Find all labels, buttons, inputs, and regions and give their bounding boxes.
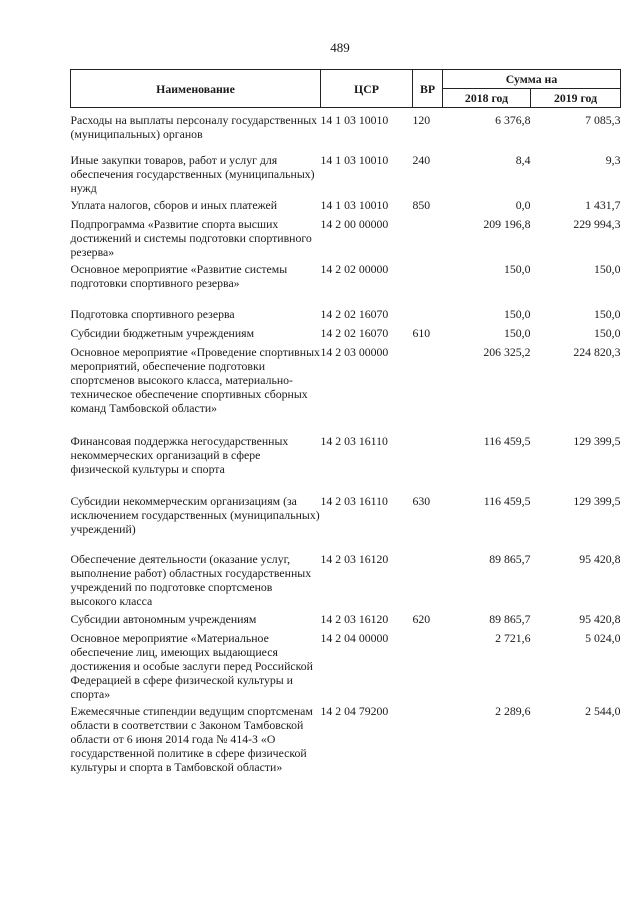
row-amount-2018: 6 376,8: [495, 113, 531, 127]
row-amount-2019: 150,0: [593, 325, 621, 340]
row-amount-2019: 2 544,0: [585, 703, 621, 718]
row-amount-2018: 206 325,2: [483, 344, 531, 359]
row-amount-2019: 5 024,0: [585, 630, 621, 645]
row-csr: 14 2 00 00000: [320, 216, 389, 231]
table-row: [71, 552, 621, 612]
row-vr: [413, 434, 443, 494]
row-vr: [413, 345, 443, 434]
table-row: [71, 631, 621, 704]
row-vr: [413, 552, 443, 612]
table-row: [71, 494, 621, 552]
row-vr: [413, 217, 443, 262]
row-name: Обеспечение деятельности (оказание услуг, выполнение работ) областных государственных учреждений по подготовке спортсменов высокого класса: [70, 551, 312, 608]
row-vr: 240: [412, 152, 431, 167]
row-name: Финансовая поддержка негосударственных некоммерческих организаций в сфере физической культуры и спорта: [70, 433, 289, 476]
table-row: [71, 434, 621, 494]
table-row: [71, 217, 621, 262]
row-amount-2019: 7 085,3: [585, 113, 621, 127]
row-name: Подготовка спортивного резерва: [70, 306, 235, 321]
row-vr: 630: [412, 493, 431, 508]
table-row: [71, 262, 621, 307]
row-amount-2018: 2 721,6: [495, 630, 531, 645]
row-amount-2018: 89 865,7: [489, 551, 531, 566]
table-body: [71, 108, 621, 793]
row-amount-2019: 224 820,3: [573, 344, 621, 359]
row-csr: 14 2 02 16070: [320, 306, 389, 321]
row-vr: 620: [412, 611, 431, 626]
row-csr: 14 2 04 79200: [320, 703, 389, 718]
row-csr: 14 1 03 10010: [320, 152, 389, 167]
row-csr: 14 2 04 00000: [320, 630, 389, 645]
row-csr: 14 2 03 16120: [320, 551, 389, 566]
header-name: Наименование: [71, 70, 321, 108]
row-name: Основное мероприятие «Развитие системы подготовки спортивного резерва»: [70, 261, 288, 290]
row-vr: 850: [412, 197, 431, 212]
row-amount-2019: 150,0: [593, 306, 621, 321]
row-name: Иные закупки товаров, работ и услуг для обеспечения государственных (муниципальных) нужд: [70, 152, 315, 195]
row-amount-2019: 150,0: [593, 261, 621, 276]
row-amount-2019: 129 399,5: [573, 493, 621, 508]
row-vr: [413, 307, 443, 326]
row-amount-2018: 116 459,5: [483, 433, 531, 448]
row-name: Расходы на выплаты персоналу государственных (муниципальных) органов: [70, 113, 318, 141]
row-name: Подпрограмма «Развитие спорта высших достижений и системы подготовки спортивного резерва»: [70, 216, 312, 259]
table-row: [71, 198, 621, 217]
row-name: Субсидии бюджетным учреждениям: [70, 325, 255, 340]
row-csr: 14 2 03 16120: [320, 611, 389, 626]
row-amount-2018: 209 196,8: [483, 216, 531, 231]
table-row: [71, 345, 621, 434]
row-amount-2018: 8,4: [515, 152, 531, 167]
header-year-2018: 2018 год: [443, 89, 531, 108]
row-name: Субсидии некоммерческим организациям (за исключением государственных (муниципальных) учреждений): [70, 493, 320, 536]
header-vr: ВР: [413, 70, 443, 108]
row-csr: 14 2 02 00000: [320, 261, 389, 276]
row-amount-2018: 150,0: [503, 325, 531, 340]
table-row: [71, 307, 621, 326]
row-vr: [413, 704, 443, 793]
header-csr: ЦСР: [321, 70, 413, 108]
row-amount-2019: 95 420,8: [579, 551, 621, 566]
header-year-2019: 2019 год: [531, 89, 621, 108]
row-csr: 14 2 02 16070: [320, 325, 389, 340]
row-amount-2018: 150,0: [503, 306, 531, 321]
row-amount-2018: 150,0: [503, 261, 531, 276]
row-amount-2019: 9,3: [605, 152, 621, 167]
row-name: Уплата налогов, сборов и иных платежей: [70, 197, 278, 212]
row-amount-2019: 1 431,7: [585, 197, 621, 212]
header-sum-group: Сумма на: [443, 70, 621, 89]
row-csr: 14 1 03 10010: [320, 197, 389, 212]
table-row: [71, 108, 621, 153]
row-name: Субсидии автономным учреждениям: [70, 611, 257, 626]
table-row: [71, 612, 621, 631]
row-amount-2018: 116 459,5: [483, 493, 531, 508]
row-amount-2018: 2 289,6: [495, 703, 531, 718]
row-csr: 14 2 03 00000: [320, 344, 389, 359]
row-vr: [413, 631, 443, 704]
row-vr: 120: [412, 113, 431, 127]
row-amount-2019: 229 994,3: [573, 216, 621, 231]
row-amount-2019: 95 420,8: [579, 611, 621, 626]
row-vr: 610: [412, 325, 431, 340]
row-csr: 14 1 03 10010: [320, 113, 389, 127]
page-number: 489: [330, 40, 350, 55]
row-name: Ежемесячные стипендии ведущим спортсменам области в соответствии с Законом Тамбовской области от 6 июня 2014 года № 414-З «О государственной политике в сфере физической культуры и спорта в Тамбовской области»: [70, 703, 313, 774]
row-csr: 14 2 03 16110: [320, 433, 388, 448]
row-amount-2018: 0,0: [515, 197, 531, 212]
table-row: [71, 153, 621, 198]
row-vr: [413, 262, 443, 307]
table-row: [71, 704, 621, 793]
budget-table: [70, 69, 621, 793]
row-amount-2018: 89 865,7: [489, 611, 531, 626]
row-name: Основное мероприятие «Материальное обеспечение лиц, имеющих выдающиеся достижения и особые заслуги перед Российской Федерацией в сфере физической культуры и спорта»: [70, 630, 313, 701]
row-amount-2019: 129 399,5: [573, 433, 621, 448]
row-csr: 14 2 03 16110: [320, 493, 388, 508]
table-row: [71, 326, 621, 345]
row-name: Основное мероприятие «Проведение спортивных мероприятий, обеспечение подготовки спортсменов высокого класса, материально-техническое обеспечение спортивных сборных команд Тамбовской области»: [70, 344, 320, 415]
